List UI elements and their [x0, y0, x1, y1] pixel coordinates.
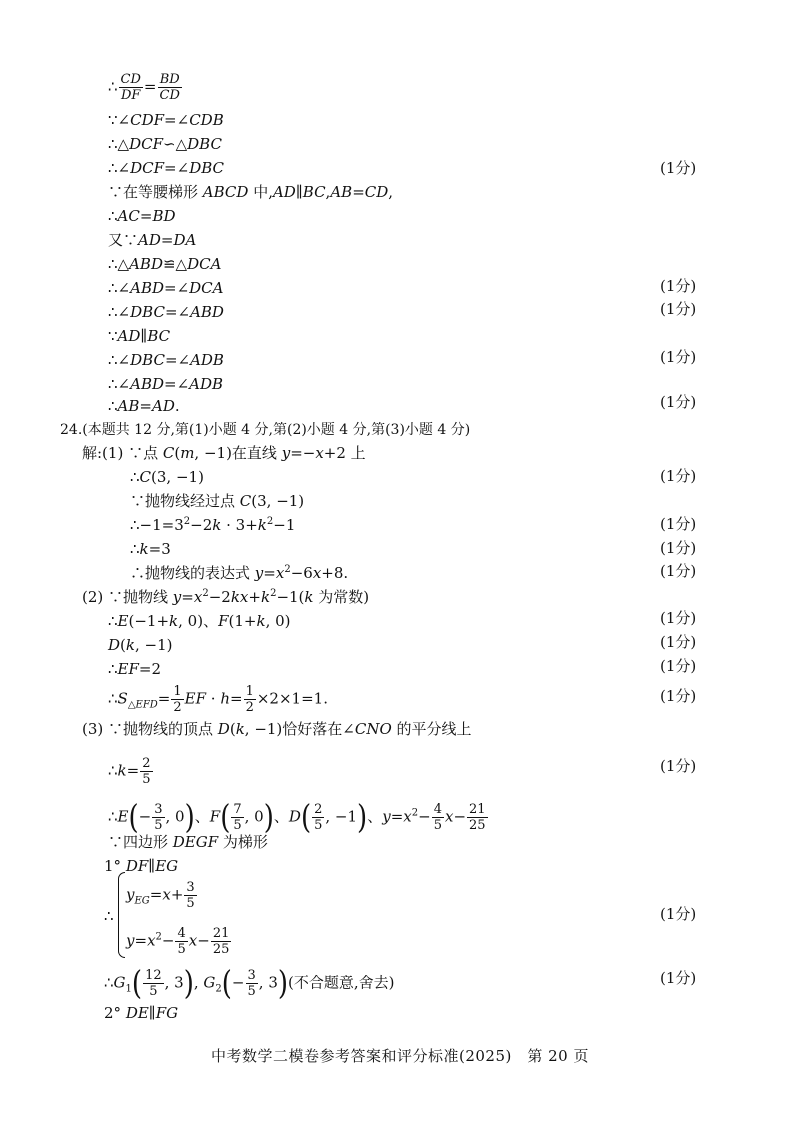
score-mark: (1分) [660, 539, 697, 557]
score-mark: (1分) [660, 757, 697, 775]
proof-line: ∵AD∥BC [108, 327, 171, 345]
system-eq-1: $y_{EG}=x+$ $\frac{3}{5}$ [126, 880, 195, 911]
question-24-header: 24.(本题共 12 分,第(1)小题 4 分,第(2)小题 4 分,第(3)小题 4 分) [60, 422, 471, 438]
proof-line: ∵四边形 DEGF 为梯形 [108, 833, 268, 851]
score-mark: (1分) [660, 633, 697, 651]
proof-line: ∴k= $\frac{2}{5}$ [108, 756, 151, 787]
solution-part-1: 解:(1) ∵点 C(m, −1)在直线 y=−x+2 上 [82, 444, 366, 462]
proof-line: ∴∠DBC=∠ABD [108, 303, 224, 321]
proof-line: ∵抛物线经过点 C(3, −1) [130, 492, 305, 510]
score-mark: (1分) [660, 905, 697, 923]
case-1: 1° DF∥EG [104, 857, 179, 875]
proof-line: 又∵AD=DA [108, 231, 197, 249]
score-mark: (1分) [660, 562, 697, 580]
proof-line: ∴E(−1+k, 0)、F(1+k, 0) [108, 612, 291, 630]
discard-note: (不合题意,舍去) [288, 973, 395, 992]
proof-line: ∴抛物线的表达式 $y=x^2-6x+8$. [130, 564, 349, 582]
score-mark: (1分) [660, 609, 697, 627]
score-mark: (1分) [660, 467, 697, 485]
proof-line: ∴∠DCF=∠DBC [108, 159, 224, 177]
score-mark: (1分) [660, 300, 697, 318]
score-mark: (1分) [660, 277, 697, 295]
solution-part-2: (2) ∵抛物线 $y=x^2-2kx+k^2-1(k$ 为常数) [82, 588, 370, 606]
proof-line-g-points: $\therefore G_1$( $\frac{12}{5}$ , 3), $G_2(-$ $\frac{3}{5}$ , 3)(不合题意,舍去) [104, 964, 395, 1003]
proof-line: ∴AC=BD [108, 207, 176, 225]
proof-line-area: $\therefore S_{\triangle EFD}=$ $\frac{1}{2}$ EF · h= $\frac{1}{2}$ ×2×1=1. [108, 684, 328, 715]
score-mark: (1分) [660, 515, 697, 533]
system-brace [118, 872, 125, 958]
proof-line: ∵∠CDF=∠CDB [108, 111, 224, 129]
proof-line: ∴∠ABD=∠DCA [108, 279, 224, 297]
score-mark: (1分) [660, 969, 697, 987]
proof-line: ∴∠ABD=∠ADB [108, 375, 224, 393]
page-footer: 中考数学二模卷参考答案和评分标准(2025) 第 20 页 [210, 1047, 589, 1065]
proof-line: ∴C(3, −1) [130, 468, 204, 486]
proof-line: ∵在等腰梯形 ABCD 中,AD∥BC,AB=CD, [108, 183, 394, 201]
proof-line: ∴k=3 [130, 540, 171, 558]
case-2: 2° DE∥FG [104, 1004, 179, 1022]
proof-line: ∴AB=AD. [108, 397, 180, 415]
solution-part-3: (3) ∵抛物线的顶点 D(k, −1)恰好落在∠CNO 的平分线上 [82, 720, 472, 738]
proof-line: ∴△ABD≌△DCA [108, 255, 222, 273]
proof-line: $\therefore-1=3^2-2k \cdot 3+k^2-1$ [130, 516, 296, 534]
system-eq-2: $y=x^2-$ $\frac{4}{5}$ x− $\frac{21}{25}$ [126, 926, 230, 957]
score-mark: (1分) [660, 687, 697, 705]
score-mark: (1分) [660, 348, 697, 366]
proof-line: ∴EF=2 [108, 660, 162, 678]
proof-line-ratio: ∴ $\frac{CD}{DF}$ = $\frac{BD}{CD}$ [108, 72, 180, 103]
score-mark: (1分) [660, 657, 697, 675]
system-symbol: ∴ [104, 907, 114, 925]
score-mark: (1分) [660, 393, 697, 411]
proof-line: ∴△DCF∽△DBC [108, 135, 222, 153]
proof-line: D(k, −1) [108, 636, 173, 654]
proof-line: ∴∠DBC=∠ADB [108, 351, 224, 369]
proof-line-points: ∴E(− $\frac{3}{5}$ , 0)、F( $\frac{7}{5}$ , 0)、D( $\frac{2}{5}$ , −1)、$y=x^2-$ $\frac{4}{5}$ x− $\frac{21}{25}$ [108, 798, 486, 837]
score-mark: (1分) [660, 159, 697, 177]
